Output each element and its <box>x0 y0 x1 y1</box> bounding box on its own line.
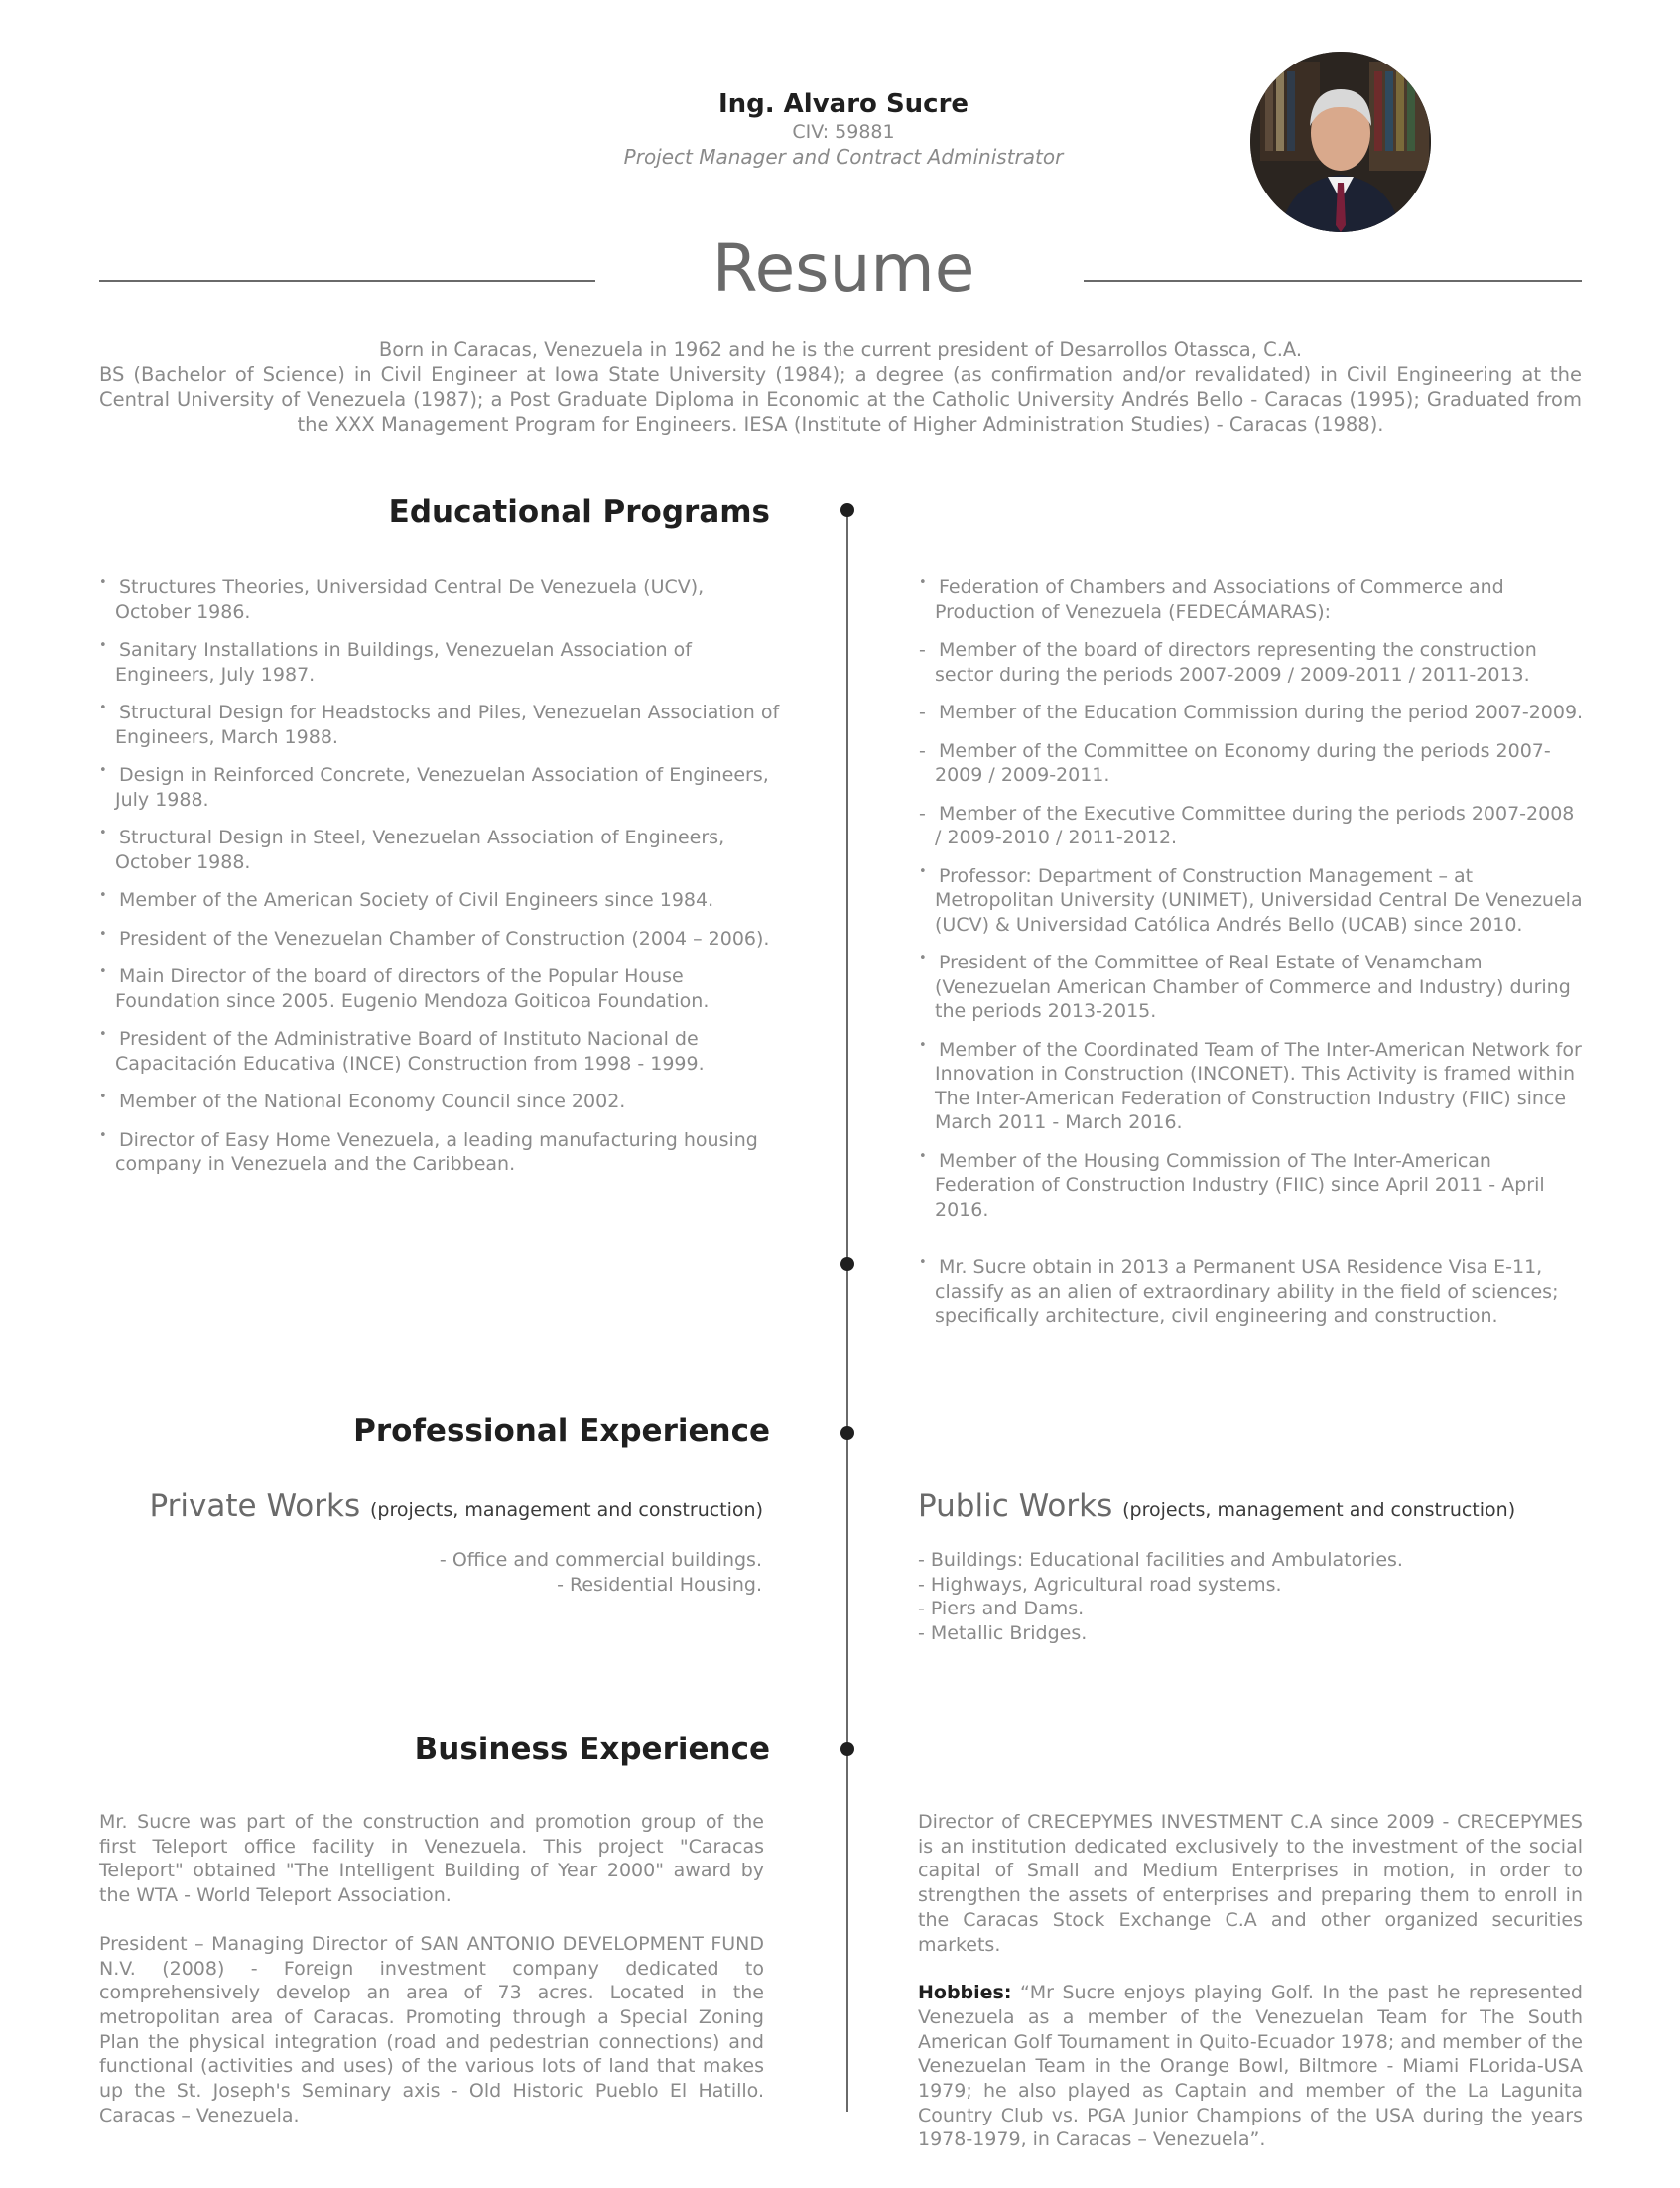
business-paragraph: Mr. Sucre was part of the construction and promotion group of the first Teleport office facility in Venezuela. This project "Caracas Teleport" obtained "The Intelligent Building of Year 2000" award by the WTA - World Teleport Association. <box>99 1811 764 1907</box>
list-item: • Member of the National Economy Council since 2002. <box>99 1090 784 1114</box>
list-item: - Buildings: Educational facilities and Ambulatories. <box>918 1549 1403 1571</box>
education-list-left <box>99 576 784 1191</box>
portrait-icon <box>1250 52 1431 232</box>
timeline-dot <box>840 503 854 517</box>
private-works-title <box>150 1488 763 1524</box>
list-item: • Structural Design in Steel, Venezuelan Association of Engineers, October 1988. <box>99 826 784 874</box>
list-item: • President of the Administrative Board of Instituto Nacional de Capacitación Educativa (INCE) Construction from 1998 - 1999. <box>99 1027 784 1076</box>
private-works-list <box>440 1548 762 1597</box>
list-item: - Member of the board of directors representing the construction sector during the periods 2007-2009 / 2009-2011 / 2011-2013. <box>919 638 1584 687</box>
private-works-label: Private Works <box>149 1488 361 1524</box>
private-works-subtitle: (projects, management and construction) <box>369 1499 763 1521</box>
list-item: • Structures Theories, Universidad Central De Venezuela (UCV), October 1986. <box>99 576 784 624</box>
public-works-title <box>918 1488 1515 1524</box>
list-item: - Metallic Bridges. <box>918 1621 1088 1644</box>
list-item: • Main Director of the board of directors of the Popular House Foundation since 2005. Eugenio Mendoza Goiticoa Foundation. <box>99 965 784 1013</box>
list-item: - Piers and Dams. <box>918 1598 1085 1619</box>
list-item: • Federation of Chambers and Associations of Commerce and Production of Venezuela (FEDECÁMARAS): <box>919 576 1584 624</box>
list-item: • Member of the Coordinated Team of The Inter-American Network for Innovation in Construction (INCONET). This Activity is framed within The Inter-American Federation of Construction Industry (FIIC) since March 2011 - March 2016. <box>919 1038 1584 1135</box>
title-rule-right <box>1084 280 1582 282</box>
visa-note <box>919 1255 1584 1343</box>
business-right-column <box>918 1810 1583 2176</box>
intro-summary <box>99 337 1582 437</box>
business-paragraph: President – Managing Director of SAN ANTONIO DEVELOPMENT FUND N.V. (2008) - Foreign investment company dedicated to comprehensively develop an area of 73 acres. Located in the metropolitan area of Caracas. Promoting through a Special Zoning Plan the physical integration (road and pedestrian connections) and functional (activities and uses) of the various lots of land that makes up the St. Joseph's Seminary axis - Old Historic Pueblo El Hatillo. Caracas – Venezuela. <box>99 1932 764 2126</box>
intro-paragraph: BS (Bachelor of Science) in Civil Engineer at Iowa State University (1984); a degree (as confirmation and/or revalidated) in Civil Engineering at the Central University of Venezuela (1987); a Post Graduate Diploma in Economic at the Catholic University Andrés Bello - Caracas (1995); Graduated from the XXX Management Program for Engineers. IESA (Institute of Higher Administration Studies) - Caracas (1988). <box>99 363 1582 436</box>
list-item: • Director of Easy Home Venezuela, a leading manufacturing housing company in Venezuela and the Caribbean. <box>99 1128 784 1177</box>
business-left-column <box>99 1810 764 2151</box>
job-title: Project Manager and Contract Administrator <box>623 145 1064 169</box>
public-works-label: Public Works <box>918 1488 1113 1524</box>
list-item: • Member of the American Society of Civil Engineers since 1984. <box>99 888 784 913</box>
civ-number: CIV: 59881 <box>792 121 895 143</box>
portrait-photo <box>1250 52 1431 232</box>
education-list-right <box>919 576 1584 1235</box>
list-item: • Sanitary Installations in Buildings, Venezuelan Association of Engineers, July 1987. <box>99 638 784 687</box>
timeline-line <box>846 512 848 2112</box>
public-works-subtitle: (projects, management and construction) <box>1122 1499 1516 1521</box>
person-name: Ing. Alvaro Sucre <box>717 89 969 119</box>
list-item: • Professor: Department of Construction Management – at Metropolitan University (UNIMET), Universidad Central De Venezuela (UCV) & Universidad Católica Andrés Bello (UCAB) since 2010. <box>919 864 1584 938</box>
list-item: - Member of the Executive Committee during the periods 2007-2008 / 2009-2010 / 2011-2012. <box>919 802 1584 850</box>
page-title: Resume <box>711 230 975 307</box>
timeline-dot <box>840 1257 854 1271</box>
list-item: - Member of the Education Commission during the period 2007-2009. <box>919 701 1584 725</box>
hobbies-text: “Mr Sucre enjoys playing Golf. In the past he represented Venezuela as a member of the Venezuelan Team for The South American Golf Tournament in Quito-Ecuador 1978; and member of the Venezuelan Team in the Orange Bowl, Biltmore - Miami FLorida-USA 1979; he also played as Captain and member of the La Lagunita Country Club vs. PGA Junior Champions of the USA during the years 1978-1979, in Caracas – Venezuela”. <box>918 1982 1583 2151</box>
timeline-dot <box>840 1742 854 1756</box>
list-item: • Member of the Housing Commission of The Inter-American Federation of Construction Industry (FIIC) since April 2011 - April 2016. <box>919 1149 1584 1223</box>
list-item: - Highways, Agricultural road systems. <box>918 1573 1282 1596</box>
title-rule-left <box>99 280 595 282</box>
professional-heading: Professional Experience <box>353 1413 770 1449</box>
education-heading: Educational Programs <box>388 494 770 530</box>
list-item: • President of the Committee of Real Estate of Venamcham (Venezuelan American Chamber of Commerce and Industry) during the periods 2013-2015. <box>919 951 1584 1024</box>
list-item: • President of the Venezuelan Chamber of Construction (2004 – 2006). <box>99 927 784 952</box>
public-works-list <box>918 1548 1403 1645</box>
business-paragraph: Director of CRECEPYMES INVESTMENT C.A since 2009 - CRECEPYMES is an institution dedicated exclusively to the investment of the social capital of Small and Medium Enterprises in motion, in order to strengthen the assets of enterprises and preparing them to enroll in the Caracas Stock Exchange C.A and other organized securities markets. <box>918 1811 1583 1956</box>
list-item: • Design in Reinforced Concrete, Venezuelan Association of Engineers, July 1988. <box>99 763 784 812</box>
timeline-dot <box>840 1426 854 1440</box>
business-heading: Business Experience <box>414 1732 770 1767</box>
hobbies-label: Hobbies: <box>918 1982 1012 2004</box>
hobbies-paragraph <box>918 1981 1583 2152</box>
list-item: - Member of the Committee on Economy during the periods 2007-2009 / 2009-2011. <box>919 739 1584 788</box>
intro-line: Born in Caracas, Venezuela in 1962 and he is the current president of Desarrollos Otassca, C.A. <box>378 338 1303 361</box>
list-item: - Residential Housing. <box>557 1573 762 1596</box>
list-item: - Office and commercial buildings. <box>439 1549 762 1571</box>
list-item: • Structural Design for Headstocks and Piles, Venezuelan Association of Engineers, March 1988. <box>99 701 784 749</box>
list-item: • Mr. Sucre obtain in 2013 a Permanent USA Residence Visa E-11, classify as an alien of extraordinary ability in the field of sciences; specifically architecture, civil engineering and construction. <box>919 1255 1584 1329</box>
